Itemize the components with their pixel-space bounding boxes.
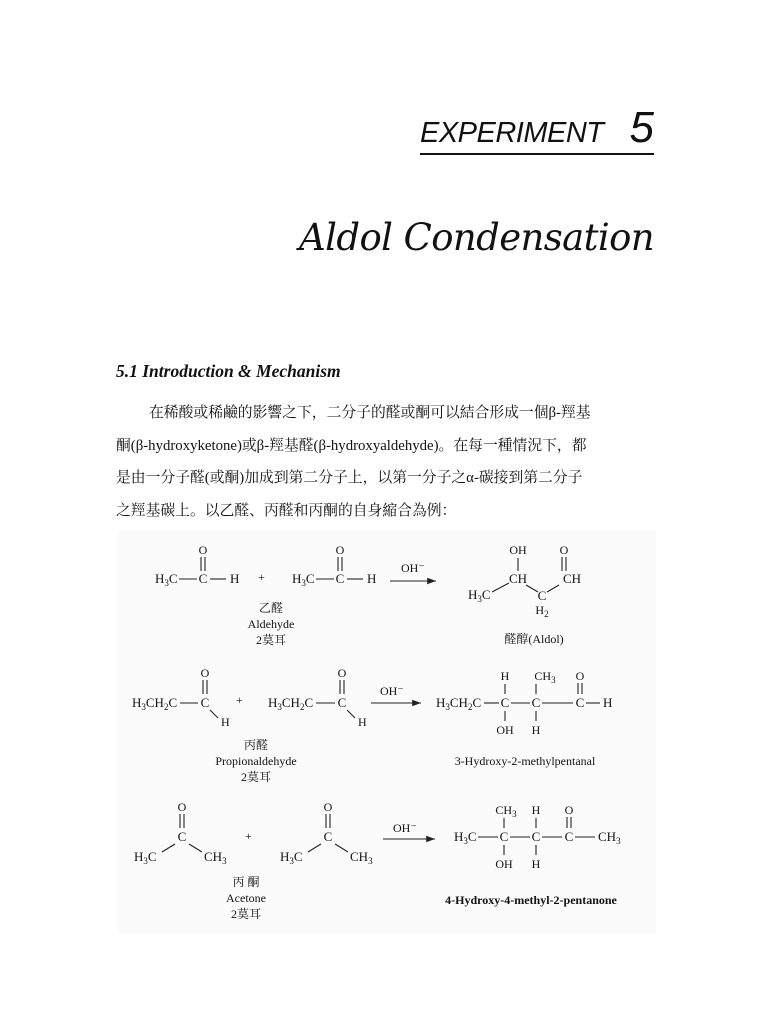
svg-text:C: C xyxy=(200,695,210,710)
svg-text:CH3: $CH_3$ xyxy=(204,849,227,866)
svg-text:OH: OH xyxy=(496,723,514,737)
paragraph-line: 是由一分子醛(或酮)加成到第二分子上，以第一分子之α-碳接到第二分子 xyxy=(116,470,583,486)
svg-text:H: H xyxy=(531,857,541,871)
reactant-equiv: 2莫耳 xyxy=(240,770,272,784)
reaction-propionaldehyde xyxy=(132,666,612,784)
paragraph-line: 酮(β-hydroxyketone)或β-羥基醛(β-hydroxyaldehyde)。在每一種情況下，都 xyxy=(116,437,587,454)
svg-text:C: C xyxy=(531,829,541,844)
acetaldehyde-molecule xyxy=(155,543,239,588)
svg-text:H3C: $H_3C$ xyxy=(468,587,491,604)
reactant-name-en: Propionaldehyde xyxy=(215,754,297,768)
svg-text:C: C xyxy=(337,695,347,710)
svg-text:C: C xyxy=(335,571,345,586)
svg-text:H: H xyxy=(230,571,240,586)
reactant-equiv: 2莫耳 xyxy=(255,633,287,647)
acetaldehyde-molecule xyxy=(292,543,376,588)
svg-text:O: O xyxy=(337,666,347,680)
reaction-figure xyxy=(118,530,656,934)
svg-text:CH3: $CH_3$ xyxy=(350,849,373,866)
svg-text:C: C xyxy=(177,829,187,844)
svg-text:CH: CH xyxy=(562,571,582,586)
reactant-name-zh: 丙 酮 xyxy=(232,875,260,889)
svg-text:H3C: $H_3C$ xyxy=(280,849,303,866)
plus-sign: + xyxy=(258,570,265,584)
reactant-name-zh: 丙醛 xyxy=(243,738,269,752)
svg-text:OH: OH xyxy=(495,857,513,871)
svg-text:C: C xyxy=(323,829,333,844)
svg-text:H: H xyxy=(531,803,541,817)
svg-text:O: O xyxy=(559,543,569,557)
svg-text:H3C: $H_3C$ xyxy=(155,571,178,588)
aldol-product xyxy=(468,543,581,619)
experiment-number: 5 xyxy=(629,103,654,152)
section-heading: 5.1 Introduction & Mechanism xyxy=(116,361,341,381)
propionaldehyde-molecule xyxy=(268,666,367,729)
reaction-acetone xyxy=(134,800,621,921)
svg-text:H2: $H_2$ xyxy=(535,603,549,619)
svg-text:O: O xyxy=(323,800,333,814)
chapter-title: Aldol Condensation xyxy=(299,216,654,259)
svg-text:O: O xyxy=(200,666,210,680)
acetone-molecule xyxy=(280,800,373,866)
svg-text:H3C: $H_3C$ xyxy=(292,571,315,588)
svg-text:H3CH2C: $H_3CH_2C$ xyxy=(268,695,314,712)
svg-text:C: C xyxy=(564,829,574,844)
svg-text:CH: CH xyxy=(508,571,528,586)
svg-text:H: H xyxy=(358,715,367,729)
product-name: 4-Hydroxy-4-methyl-2-pentanone xyxy=(445,893,617,907)
svg-text:H: H xyxy=(531,723,541,737)
svg-text:C: C xyxy=(537,588,547,603)
svg-text:O: O xyxy=(575,669,585,683)
svg-text:C: C xyxy=(198,571,208,586)
plus-sign: + xyxy=(236,693,243,707)
svg-text:OH: OH xyxy=(509,543,527,557)
paragraph-line: 之羥基碳上。以乙醛、丙醛和丙酮的自身縮合為例： xyxy=(116,502,457,519)
svg-text:H: H xyxy=(221,715,230,729)
svg-text:H: H xyxy=(603,695,613,710)
intro-paragraph xyxy=(116,397,656,527)
svg-text:CH3: $CH_3$ xyxy=(598,829,621,846)
svg-text:H3CH2C: $H_3CH_2C$ xyxy=(436,695,482,712)
svg-text:CH3: $CH_3$ xyxy=(495,803,517,819)
reactant-name-zh: 乙醛 xyxy=(258,601,284,615)
reactant-name-en: Aldehyde xyxy=(247,617,295,631)
svg-text:C: C xyxy=(531,695,541,710)
acetone-molecule xyxy=(134,800,227,866)
svg-text:O: O xyxy=(335,543,345,557)
svg-text:C: C xyxy=(500,695,510,710)
reaction-acetaldehyde xyxy=(155,543,581,647)
svg-text:H3CH2C: $H_3CH_2C$ xyxy=(132,695,178,712)
svg-text:H3C: $H_3C$ xyxy=(454,829,477,846)
svg-text:CH3: $CH_3$ xyxy=(534,669,556,685)
catalyst-label: OH⁻ xyxy=(380,684,404,698)
svg-text:O: O xyxy=(177,800,187,814)
svg-text:O: O xyxy=(198,543,208,557)
reactant-equiv: 2莫耳 xyxy=(230,907,262,921)
propionaldehyde-molecule xyxy=(132,666,230,729)
svg-text:H: H xyxy=(367,571,377,586)
product-name: 3-Hydroxy-2-methylpentanal xyxy=(454,754,596,768)
acetone-product xyxy=(454,803,621,871)
svg-text:O: O xyxy=(564,803,574,817)
catalyst-label: OH⁻ xyxy=(401,561,425,575)
svg-text:H3C: $H_3C$ xyxy=(134,849,157,866)
propionaldehyde-product xyxy=(436,669,612,737)
product-name: 醛醇(Aldol) xyxy=(504,632,564,646)
experiment-label: EXPERIMENT xyxy=(419,117,604,149)
svg-text:C: C xyxy=(575,695,585,710)
catalyst-label: OH⁻ xyxy=(393,821,417,835)
svg-text:C: C xyxy=(499,829,509,844)
experiment-heading xyxy=(419,103,654,155)
svg-text:H: H xyxy=(500,669,510,683)
plus-sign: + xyxy=(245,829,252,843)
reactant-name-en: Acetone xyxy=(226,891,266,905)
paragraph-line: 在稀酸或稀鹼的影響之下，二分子的醛或酮可以結合形成一個β-羥基 xyxy=(149,405,591,421)
